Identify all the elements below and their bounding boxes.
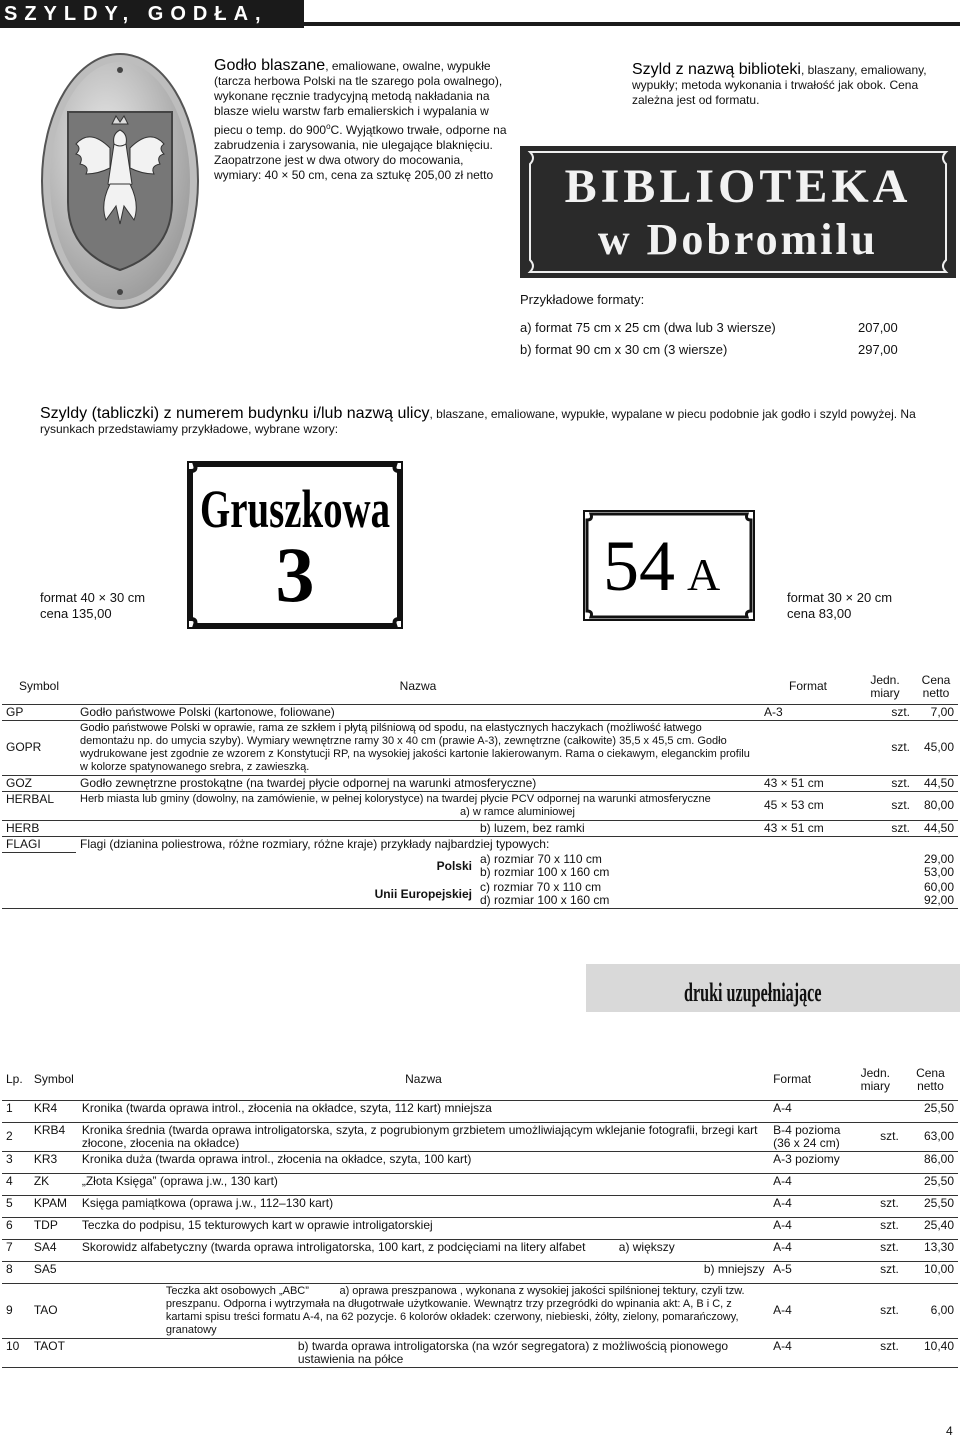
row-nazwa: Godło państwowe Polski (kartonowe, foliowane) xyxy=(76,704,760,720)
col-nazwa: Nazwa xyxy=(78,1060,769,1100)
flag-prices xyxy=(914,880,958,909)
row-nazwa: Kronika średnia (twarda oprawa introligatorska, szyta, z pogrubionym grzbietem umożliwiającym wklejanie fotografii, brzegi kart złocone, złocenia na okładce) xyxy=(78,1122,769,1151)
row-lp: 6 xyxy=(2,1217,30,1239)
row-nazwa: Godło państwowe Polski w oprawie, rama ze szkłem i płytą pilśniową od spodu, na elastycznych haczykach (możliwość łatwego demontażu np. do umycia szyby). Wymiary wewnętrzne ramy 30 x 40 cm (prawie A-3), zewnętrzne (całkowite) 35,5 x 45,5 cm. Godło wydrukowane jest zgodnie ze wzorem z Konstytucji RP, na wysokiej jakości kartonie lakierowanym. Rama o ciekawym, eleganckim profilu w kolorze spatynowanego srebra, z zawieszką. xyxy=(76,720,760,775)
row-lp: 5 xyxy=(2,1195,30,1217)
row-format: A-4 xyxy=(769,1239,848,1261)
row-jm: szt. xyxy=(856,791,914,820)
row-cena: 10,00 xyxy=(903,1261,958,1283)
sign-line-2: w Dobromilu xyxy=(597,215,879,264)
row-format: A-4 xyxy=(769,1195,848,1217)
row-nazwa: „Złota Księga” (oprawa j.w., 130 kart) xyxy=(78,1173,769,1195)
table-row xyxy=(2,791,958,820)
library-sign-image xyxy=(520,146,956,278)
table-row xyxy=(2,1217,958,1239)
row-symbol: TDP xyxy=(30,1217,78,1239)
format-a-price: 207,00 xyxy=(858,320,898,335)
flag-prices xyxy=(914,852,958,880)
row-nazwa: Kronika duża (twarda oprawa introl., złocenia na okładce, szyta, 100 kart) xyxy=(78,1151,769,1173)
row-jm: szt. xyxy=(856,775,914,791)
row-symbol: GP xyxy=(2,704,76,720)
flag-size-d: d) rozmiar 100 x 160 cm xyxy=(480,893,610,907)
row-lp: 8 xyxy=(2,1261,30,1283)
row-jm: szt. xyxy=(848,1217,903,1239)
row-jm: szt. xyxy=(848,1283,903,1338)
godlo-lead: Godło blaszane xyxy=(214,57,326,74)
row-symbol: KRB4 xyxy=(30,1122,78,1151)
row-lp: 4 xyxy=(2,1173,30,1195)
row-jm xyxy=(848,1100,903,1122)
row-symbol: SA5 xyxy=(30,1261,78,1283)
table-row xyxy=(2,1100,958,1122)
flag-row xyxy=(2,852,958,880)
col-lp: Lp. xyxy=(2,1060,30,1100)
row-nazwa: b) mniejszy xyxy=(78,1261,769,1283)
table-row xyxy=(2,1122,958,1151)
biblioteka-text: , blaszany, emaliowany, wypukły; metoda wykonania i trwałość jak obok. Cena zależna jest od formatu. xyxy=(632,63,927,107)
row-format: A-4 xyxy=(769,1338,848,1367)
row-cena: 25,50 xyxy=(903,1173,958,1195)
row-cena: 25,40 xyxy=(903,1217,958,1239)
row-symbol: HERBAL xyxy=(2,791,76,820)
row-cena: 7,00 xyxy=(914,704,958,720)
row-jm: szt. xyxy=(848,1261,903,1283)
table-row xyxy=(2,704,958,720)
polish-emblem-image xyxy=(40,52,200,310)
flag-sizes xyxy=(476,852,760,880)
row-nazwa xyxy=(76,791,760,820)
flag-price-a: 29,00 xyxy=(923,852,954,866)
section-title: druki uzupełniające xyxy=(684,978,822,1007)
col-symbol: Symbol xyxy=(30,1060,78,1100)
left-plate-caption xyxy=(40,590,145,622)
row-format: 43 × 51 cm xyxy=(760,820,856,836)
row-cena: 86,00 xyxy=(903,1151,958,1173)
row-symbol: GOPR xyxy=(2,720,76,775)
table-row xyxy=(2,1338,958,1367)
row-cena: 6,00 xyxy=(903,1283,958,1338)
table-header xyxy=(2,670,958,704)
row-nazwa: b) luzem, bez ramki xyxy=(476,820,760,836)
row-lp: 7 xyxy=(2,1239,30,1261)
format-b-label: b) format 90 cm x 30 cm (3 wiersze) xyxy=(520,342,728,357)
row-format: B-4 pozioma (36 x 24 cm) xyxy=(769,1122,848,1151)
flag-size-c: c) rozmiar 70 x 110 cm xyxy=(480,880,602,894)
table-row xyxy=(2,1195,958,1217)
row-symbol: TAOT xyxy=(30,1338,78,1367)
flag-country: Unii Europejskiej xyxy=(76,880,476,909)
col-cena: Cena netto xyxy=(903,1060,958,1100)
row-nazwa: Flagi (dzianina poliestrowa, różne rozmiary, różne kraje) przykłady najbardziej typowych: xyxy=(76,836,958,852)
row-format xyxy=(760,720,856,775)
sa-variant: a) większy xyxy=(618,1239,675,1254)
row-jm: szt. xyxy=(856,820,914,836)
flag-size-a: a) rozmiar 70 x 110 cm xyxy=(480,852,602,866)
row-format: A-4 xyxy=(769,1283,848,1338)
left-plate-price: cena 135,00 xyxy=(40,606,112,621)
row-format: 45 × 53 cm xyxy=(760,791,856,820)
row-format: A-3 xyxy=(760,704,856,720)
table-row xyxy=(2,820,958,836)
row-format: 43 × 51 cm xyxy=(760,775,856,791)
godlo-description xyxy=(214,58,510,183)
row-cena: 25,50 xyxy=(903,1195,958,1217)
col-format: Format xyxy=(769,1060,848,1100)
row-symbol: KR4 xyxy=(30,1100,78,1122)
row-jm xyxy=(848,1173,903,1195)
row-format: A-4 xyxy=(769,1217,848,1239)
table-row xyxy=(2,1239,958,1261)
col-jm: Jedn. miary xyxy=(848,1060,903,1100)
herbal-text: Herb miasta lub gminy (dowolny, na zamówienie, w pełnej kolorystyce) na twardej płycie PCV odpornej na warunki atmosferyczne xyxy=(80,792,711,805)
page-title: SZYLDY, GODŁA, FLAGI xyxy=(0,0,304,28)
plate-street-name: Gruszkowa xyxy=(199,479,391,540)
godlo-text-2: C. Wyjątkowo trwałe, odporne na zabrudzenia i zarysowania, nie ulegające blaknięciu. Zaopatrzone jest w dwa otwory do mocowania, wymiary: 40 × 50 cm, cena za sztukę 205,00 zł netto xyxy=(214,123,507,182)
plate-number: 54 xyxy=(603,526,675,606)
row-cena: 80,00 xyxy=(914,791,958,820)
row-lp: 1 xyxy=(2,1100,30,1122)
col-symbol: Symbol xyxy=(2,670,76,704)
format-b-price: 297,00 xyxy=(858,342,898,357)
row-cena: 44,50 xyxy=(914,775,958,791)
szyldy-text: , blaszane, emaliowane, wypukłe, wypalane w piecu podobnie jak godło i szyld powyżej. Na rysunkach przedstawiamy przykładowe, wybrane wzory: xyxy=(40,407,916,436)
row-symbol: GOZ xyxy=(2,775,76,791)
row-format: A-3 poziomy xyxy=(769,1151,848,1173)
szyldy-description xyxy=(40,406,940,437)
tao-text: Teczka akt osobowych „ABC” xyxy=(165,1284,309,1297)
row-nazwa: Kronika (twarda oprawa introl., złocenia na okładce, szyta, 112 kart) mniejsza xyxy=(78,1100,769,1122)
row-symbol: HERB xyxy=(2,820,76,836)
right-plate-format: format 30 × 20 cm xyxy=(787,590,893,605)
row-symbol: TAO xyxy=(30,1283,78,1338)
flag-price-d: 92,00 xyxy=(923,893,954,907)
degree-superscript: o xyxy=(326,122,331,131)
products-table xyxy=(2,670,958,909)
row-cena: 25,50 xyxy=(903,1100,958,1122)
col-nazwa: Nazwa xyxy=(76,670,760,704)
flag-row xyxy=(2,880,958,909)
table-row xyxy=(2,1151,958,1173)
row-jm: szt. xyxy=(848,1338,903,1367)
format-a-label: a) format 75 cm x 25 cm (dwa lub 3 wiersze) xyxy=(520,320,776,335)
sa-text: Skorowidz alfabetyczny (twarda oprawa introligatorska, 100 kart, z podcięciami na litery alfabet xyxy=(81,1239,586,1254)
herbal-variant: a) w ramce aluminiowej xyxy=(460,805,575,818)
col-jm: Jedn. miary xyxy=(856,670,914,704)
table-row xyxy=(2,1173,958,1195)
right-plate-price: cena 83,00 xyxy=(787,606,852,621)
row-lp: 10 xyxy=(2,1338,30,1367)
biblioteka-description xyxy=(632,62,958,108)
row-nazwa: b) twarda oprawa introligatorska (na wzór segregatora) z możliwością pionowego ustawienia na półce xyxy=(78,1338,769,1367)
row-symbol: SA4 xyxy=(30,1239,78,1261)
right-plate-caption xyxy=(787,590,892,622)
row-symbol: FLAGI xyxy=(2,836,76,852)
flag-country: Polski xyxy=(436,858,472,873)
row-jm: szt. xyxy=(848,1122,903,1151)
left-plate-format: format 40 × 30 cm xyxy=(40,590,146,605)
row-jm: szt. xyxy=(848,1239,903,1261)
plate-letter: A xyxy=(687,549,721,600)
flag-price-b: 53,00 xyxy=(923,865,954,879)
row-cena: 13,30 xyxy=(903,1239,958,1261)
table-row xyxy=(2,836,958,852)
col-format: Format xyxy=(760,670,856,704)
row-nazwa: Księga pamiątkowa (oprawa j.w., 112–130 kart) xyxy=(78,1195,769,1217)
row-jm xyxy=(848,1151,903,1173)
number-plate-54a xyxy=(583,510,755,621)
row-symbol: KPAM xyxy=(30,1195,78,1217)
row-symbol: ZK xyxy=(30,1173,78,1195)
row-format: A-4 xyxy=(769,1173,848,1195)
row-symbol: KR3 xyxy=(30,1151,78,1173)
row-lp: 2 xyxy=(2,1122,30,1151)
druki-table xyxy=(2,1060,958,1368)
table-row xyxy=(2,775,958,791)
row-lp: 9 xyxy=(2,1283,30,1338)
row-nazwa xyxy=(78,1283,769,1338)
row-nazwa xyxy=(78,1239,769,1261)
row-cena: 63,00 xyxy=(903,1122,958,1151)
row-nazwa: Teczka do podpisu, 15 tekturowych kart w oprawie introligatorskiej xyxy=(78,1217,769,1239)
row-nazwa: Godło zewnętrzne prostokątne (na twardej płycie odpornej na warunki atmosferyczne) xyxy=(76,775,760,791)
godlo-text: , emaliowane, owalne, wypukłe (tarcza herbowa Polski na tle szarego pola owalnego), wykonane ręcznie tradycyjną metodą nakładania na blasze wielu warstw farb emalierskich i wypalania w piecu o temp. do 900 xyxy=(214,59,503,137)
tao-variant: a) oprawa preszpanowa , wykonana z wysokiej jakości spilśnionej tektury, czyli tzw. preszpanu. Odporna i wytrzymała na długotrwałe użytkowanie. Wewnątrz trzy przegródki do wpinania akt: A, B i C, z kartami spisu treści formatu A-4, na 62 pozycje. 6 kolorów okładek: czerwony, niebieski, żółty, zielony, pomarańczowy, granatowy xyxy=(165,1284,745,1336)
flag-sizes xyxy=(476,880,760,909)
row-cena: 44,50 xyxy=(914,820,958,836)
table-header xyxy=(2,1060,958,1100)
row-jm: szt. xyxy=(856,720,914,775)
row-cena: 10,40 xyxy=(903,1338,958,1367)
formats-label: Przykładowe formaty: xyxy=(520,292,645,307)
row-cena: 45,00 xyxy=(914,720,958,775)
flag-size-b: b) rozmiar 100 x 160 cm xyxy=(480,865,610,879)
szyldy-lead: Szyldy (tabliczki) z numerem budynku i/lub nazwą ulicy xyxy=(40,405,430,422)
table-row xyxy=(2,1283,958,1338)
col-cena: Cena netto xyxy=(914,670,958,704)
row-format: A-5 xyxy=(769,1261,848,1283)
plate-house-number: 3 xyxy=(275,531,315,618)
row-jm: szt. xyxy=(856,704,914,720)
sign-line-1: BIBLIOTEKA xyxy=(564,160,912,213)
page-number: 4 xyxy=(946,1424,953,1438)
table-row xyxy=(2,1261,958,1283)
street-plate-gruszkowa xyxy=(187,461,403,629)
flag-price-c: 60,00 xyxy=(923,880,954,894)
row-jm: szt. xyxy=(848,1195,903,1217)
biblioteka-lead: Szyld z nazwą biblioteki xyxy=(632,61,801,78)
table-row xyxy=(2,720,958,775)
row-lp: 3 xyxy=(2,1151,30,1173)
row-format: A-4 xyxy=(769,1100,848,1122)
